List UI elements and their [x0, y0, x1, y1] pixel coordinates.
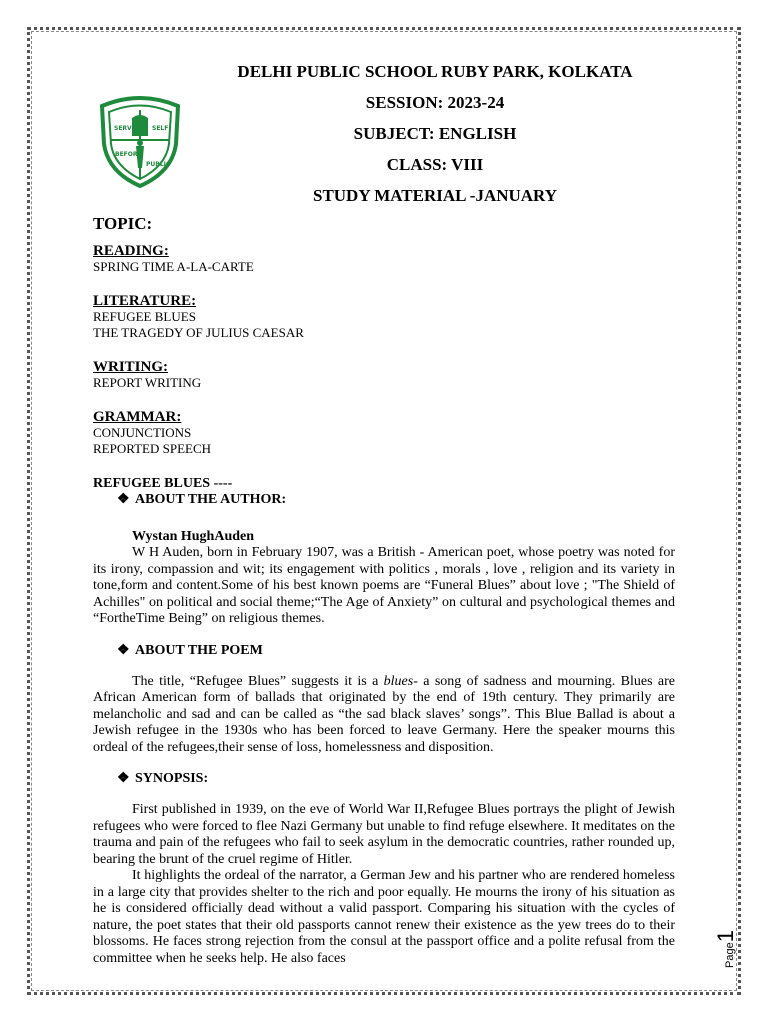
section-item: REPORTED SPEECH [93, 441, 212, 456]
section-item: REPORT WRITING [93, 375, 202, 390]
svg-text:BEFORE: BEFORE [115, 151, 142, 158]
synopsis-paragraph-1: First published in 1939, on the eve of World War II,Refugee Blues portrays the plight of Jewish refugees who were forced to flee Nazi Germany but unable to find refuge elsewhere. It meditates on the trauma and pain of the refugees who fail to seek asylum in the democratic countries, rather rounded up, bearing the brunt of the cruel regime of Hitler. [93, 802, 675, 867]
synopsis-heading: ❖ SYNOPSIS: [117, 771, 209, 786]
page-number: Page1 [713, 930, 738, 968]
document-body [93, 214, 675, 967]
about-author-heading: ❖ ABOUT THE AUTHOR: [117, 492, 287, 507]
bullet-icon: ❖ [117, 492, 130, 507]
svg-text:PUBLIC: PUBLIC [146, 161, 171, 168]
section-heading: WRITING: [93, 359, 169, 375]
section-item: REFUGEE BLUES [93, 309, 196, 324]
author-paragraph: W H Auden, born in February 1907, was a British - American poet, whose poetry was noted for its irony, compassion and wit; its engagement with politics , morals , love , religion and its variety in tone,form and content.Some of his best known poems are “Funeral Blues” about love ; "The Shield of Achilles" on political and social theme;“The Age of Anxiety” on cultural and psychological themes and “FortheTime Being” on religious themes. [93, 545, 675, 626]
section-reading [93, 244, 675, 275]
section-heading: LITERATURE: [93, 293, 197, 309]
session: SESSION: 2023-24 [365, 93, 505, 112]
refugee-blues-title: REFUGEE BLUES ---- [93, 476, 233, 491]
svg-text:SERVICE: SERVICE [114, 125, 143, 132]
svg-text:SELF: SELF [152, 125, 169, 132]
poem-paragraph: The title, “Refugee Blues” suggests it is a blues- a song of sadness and mourning. Blues are African American form of ballads that originated by the end of 19th century. They primarily are melancholic and sad and can be called as “the sad black slaves’ songs”. This Blue Ballad is about a Jewish refugee in the 1930s who has been forced to leave Germany. Here the speaker mourns this ordeal of the refugees,their sense of loss, homelessness and disposition. [93, 673, 675, 755]
section-writing [93, 360, 675, 391]
bullet-icon: ❖ [117, 642, 130, 658]
section-item: THE TRAGEDY OF JULIUS CAESAR [93, 325, 304, 340]
section-heading: READING: [93, 243, 169, 259]
section-item: SPRING TIME A-LA-CARTE [93, 259, 254, 274]
school-name: DELHI PUBLIC SCHOOL RUBY PARK, KOLKATA [237, 62, 633, 81]
about-poem-heading: ❖ ABOUT THE POEM [117, 642, 263, 658]
section-item: CONJUNCTIONS [93, 425, 192, 440]
synopsis-paragraph-2: It highlights the ordeal of the narrator, a German Jew and his partner who are rendered homeless in a large city that provides shelter to the rich and poor equally. He mourns the irony of his situation as he is considered officially dead without a valid passport. Comparing his situation with the cycles of nature, the poet states that their old passports cannot renew their existence as the yew trees do to their blossoms. He faces strong rejection from the consul at the passport office and a polite refusal from the committee when he seeks help. He also faces [93, 868, 675, 966]
subject: SUBJECT: ENGLISH [353, 124, 517, 143]
section-literature [93, 294, 675, 341]
section-grammar [93, 410, 675, 457]
class-label: CLASS: VIII [386, 155, 484, 174]
bullet-icon: ❖ [117, 771, 130, 786]
topic-heading: TOPIC: [93, 214, 153, 233]
section-heading: GRAMMAR: [93, 409, 182, 425]
material-title: STUDY MATERIAL -JANUARY [312, 186, 558, 205]
author-name: Wystan HughAuden [132, 529, 255, 544]
